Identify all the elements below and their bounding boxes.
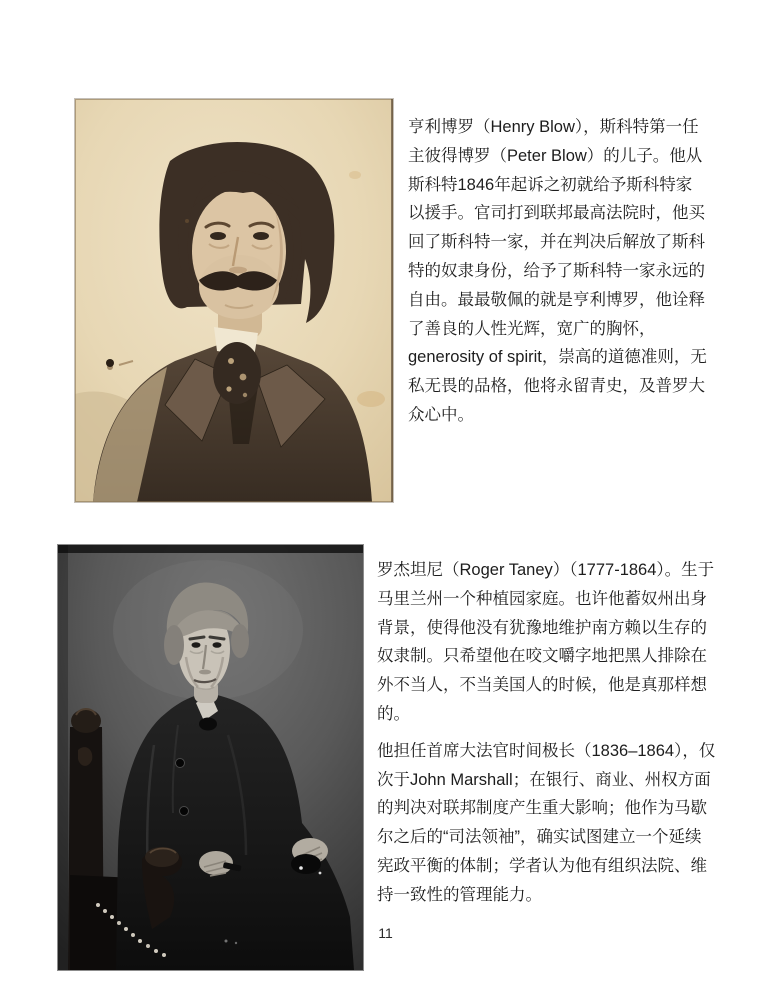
roger-taney-portrait-photo (58, 545, 363, 970)
roger-taney-paragraph-2: 他担任首席大法官时间极长（1836–1864），仅次于John Marshall；在银行、商业、州权方面的判决对联邦制度产生重大影响；他作为马歇尔之后的“司法领袖”，确实试图建立一个延续宪政平衡的体制；学者认为他有组织法院、维持一致性的管理能力。 (377, 741, 716, 904)
henry-blow-portrait-photo (75, 99, 393, 502)
page-number: 11 (378, 925, 393, 941)
roger-taney-portrait-art (58, 545, 363, 970)
roger-taney-text-block (377, 556, 717, 910)
henry-blow-text-block (408, 113, 708, 430)
roger-taney-paragraph-1: 罗杰坦尼（Roger Taney）（1777-1864）。生于马里兰州一个种植园家庭。也许他蓄奴州出身背景，使得他没有犹豫地维护南方赖以生存的奴隶制。只希望他在咬文嚼字地把黑人排除在外不当人，不当美国人的时候，他是真那样想的。 (377, 561, 715, 723)
henry-blow-paragraph: 亨利博罗（Henry Blow），斯科特第一任主彼得博罗（Peter Blow）的儿子。他从斯科特1846年起诉之初就给予斯科特家以援手。官司打到联邦最高法院时，他买回了斯科特一家，并在判决后解放了斯科特的奴隶身份，给予了斯科特一家永远的自由。最最敬佩的就是亨利博罗，他诠释了善良的人性光辉，宽广的胸怀，generosity of spirit，崇高的道德准则，无私无畏的品格，他将永留青史，及普罗大众心中。 (408, 118, 707, 424)
henry-blow-portrait-art (75, 99, 393, 502)
